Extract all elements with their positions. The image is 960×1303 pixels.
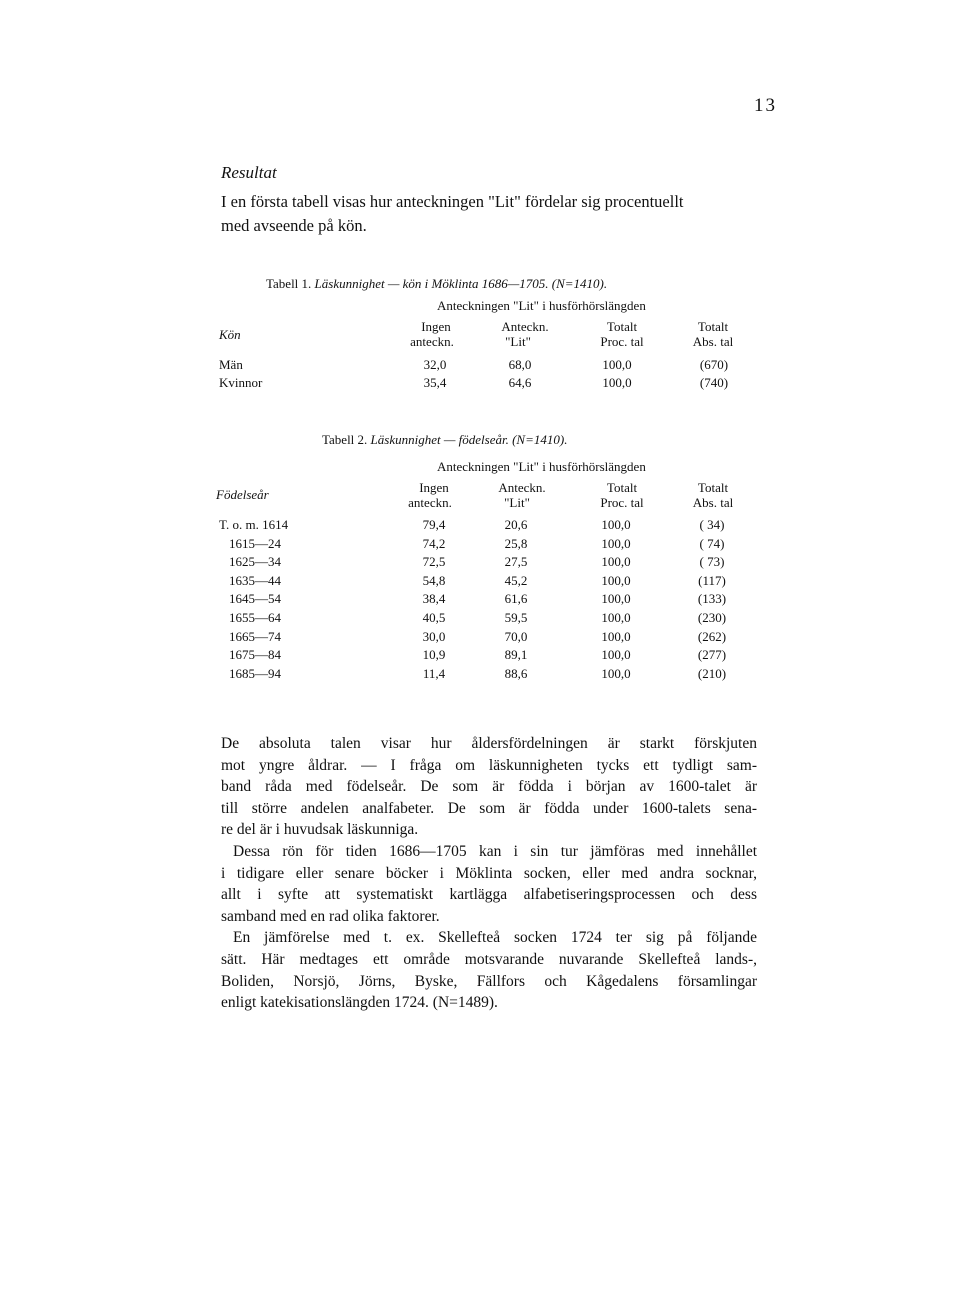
table1-col-header: Ingen (421, 319, 451, 334)
table1-caption-label: Tabell 1. (266, 276, 312, 291)
table2-cell: 40,5 (422, 610, 446, 625)
table2-row-label: 1655—64 (229, 610, 281, 625)
table2-cell: ( 74) (699, 535, 725, 551)
paragraph-line: till större andelen analfabeter. De som är födda under 1600-talets sena- (221, 799, 757, 817)
table2-col-header: Totalt (697, 480, 729, 495)
table2-row-label: T. o. m. 1614 (219, 517, 289, 532)
table2-group-header: Anteckningen "Lit" i husförhörslängden (437, 459, 646, 474)
table2-cell: 10,9 (422, 647, 446, 663)
section-heading: Resultat (221, 163, 277, 182)
table2-cell: 45,2 (504, 572, 528, 588)
intro-line: I en första tabell visas hur anteckningen "Lit" fördelar sig procentuellt (221, 192, 684, 211)
table2-cell: 38,4 (422, 591, 446, 607)
table2-row-label: 1685—94 (229, 665, 281, 681)
paragraph-line: Boliden, Norsjö, Jörns, Byske, Fällfors och Kågedalens församlingar (221, 972, 757, 990)
paragraph-line: band råda med födelseår. De som är födda i början av 1600-talet är (221, 778, 757, 796)
table2-row-label: 1675—84 (229, 647, 281, 663)
paragraph-line: mot yngre åldrar. — I fråga om läskunnigheten tycks ett tydligt sam- (221, 756, 757, 774)
table2-cell: 20,6 (504, 517, 528, 532)
table2-cell: ( 34) (699, 517, 725, 532)
table2-cell: (230) (697, 610, 727, 625)
table1-col-header: Anteckn. (501, 319, 549, 334)
table2-cell: 88,6 (504, 665, 528, 681)
table2-col-header: anteckn. (408, 495, 452, 510)
table1-col-header: "Lit" (505, 334, 531, 349)
table2-cell: ( 73) (699, 554, 725, 570)
table2-cell: 89,1 (504, 647, 528, 663)
table2-cell: 59,5 (504, 610, 528, 625)
table2-caption (322, 432, 567, 448)
table1-cell: (670) (699, 357, 729, 372)
table1-cell: 68,0 (508, 357, 532, 372)
table2-caption-label: Tabell 2. (322, 432, 368, 447)
table2-cell: (133) (697, 591, 727, 607)
paragraph-line: enligt katekisationslängden 1724. (N=1489). (221, 994, 498, 1012)
table1-col-header: Totalt (606, 319, 638, 334)
table2-cell: 100,0 (601, 665, 631, 681)
table2-cell: 70,0 (504, 628, 528, 644)
table2-col-header: Anteckn. (498, 480, 546, 495)
paragraph-line: samband med en rad olika faktorer. (221, 907, 440, 925)
table2-cell: 79,4 (422, 517, 446, 532)
table1-cell: 35,4 (423, 375, 447, 390)
table2-col-header: "Lit" (504, 495, 530, 510)
table1-cell: 100,0 (602, 375, 632, 390)
table2-cell: 11,4 (422, 665, 446, 681)
table2-cell: (262) (697, 628, 727, 644)
paragraph-line: re del är i huvudsak läskunniga. (221, 821, 419, 839)
table2-cell: 74,2 (422, 535, 446, 551)
table2-cell: 61,6 (504, 591, 528, 607)
table2-cell: 54,8 (422, 572, 446, 588)
intro-line: med avseende på kön. (221, 216, 367, 235)
table1-col-header: Totalt (697, 319, 729, 334)
table2-col-header: Proc. tal (600, 495, 644, 510)
paragraph-line: Dessa rön för tiden 1686—1705 kan i sin tur jämföras med innehållet (233, 842, 757, 860)
table2-cell: 100,0 (601, 610, 631, 625)
page-number: 13 (754, 95, 777, 116)
table1-row-label: Män (219, 357, 243, 372)
table2-cell: 100,0 (601, 647, 631, 663)
table2-cell: 100,0 (601, 535, 631, 551)
table1-col-header: Proc. tal (600, 334, 644, 349)
table1-cell: (740) (699, 375, 729, 390)
table2-cell: 72,5 (422, 554, 446, 570)
table2-row-label: 1615—24 (229, 535, 281, 551)
paragraph-line: allt i syfte att systematiskt kartlägga alfabetiseringsprocessen och dess (221, 886, 757, 904)
table2-cell: 30,0 (422, 628, 446, 644)
table2-cell: (117) (698, 572, 726, 588)
table2-cell: 100,0 (601, 628, 631, 644)
table2-row-label: 1635—44 (229, 572, 281, 588)
table1-row-header: Kön (219, 327, 241, 342)
table2-row-label: 1645—54 (229, 591, 281, 607)
paragraph-line: sätt. Här medtages ett område motsvarande nuvarande Skellefteå lands-, (221, 950, 757, 968)
paragraph-line: De absoluta talen visar hur åldersfördelningen är starkt förskjuten (221, 735, 757, 752)
paragraph-line: i tidigare eller senare böcker i Möklinta socken, eller med andra socknar, (221, 864, 757, 882)
table2-cell: 100,0 (601, 572, 631, 588)
table1-caption (266, 276, 607, 292)
table2-cell: 27,5 (504, 554, 528, 570)
table2-cell: 100,0 (601, 591, 631, 607)
table2-row-header: Födelseår (216, 487, 269, 502)
table2-cell: 100,0 (601, 554, 631, 570)
table2-col-header: Abs. tal (692, 495, 734, 510)
table2-cell: 100,0 (601, 517, 631, 532)
table2-cell: 25,8 (504, 535, 528, 551)
table1-group-header: Anteckningen "Lit" i husförhörslängden (437, 298, 646, 313)
table1-col-header: anteckn. (410, 334, 454, 349)
table2-row-label: 1625—34 (229, 554, 281, 570)
table1-caption-text: Läskunnighet — kön i Möklinta 1686—1705. (N=1410). (314, 276, 608, 291)
body-text (221, 733, 757, 1014)
table2-cell: (277) (697, 647, 727, 663)
table2-col-header: Totalt (606, 480, 638, 495)
table2-caption-text: Läskunnighet — födelseår. (N=1410). (370, 432, 568, 447)
table1-cell: 64,6 (508, 375, 532, 390)
table1-row-label: Kvinnor (219, 375, 263, 390)
table2-cell: (210) (697, 665, 727, 681)
table2-row-label: 1665—74 (229, 628, 281, 644)
table1-cell: 32,0 (423, 357, 447, 372)
table1-cell: 100,0 (602, 357, 632, 372)
paragraph-line: En jämförelse med t. ex. Skellefteå socken 1724 ter sig på följande (233, 929, 757, 947)
table1-col-header: Abs. tal (692, 334, 734, 349)
table2-col-header: Ingen (419, 480, 449, 495)
